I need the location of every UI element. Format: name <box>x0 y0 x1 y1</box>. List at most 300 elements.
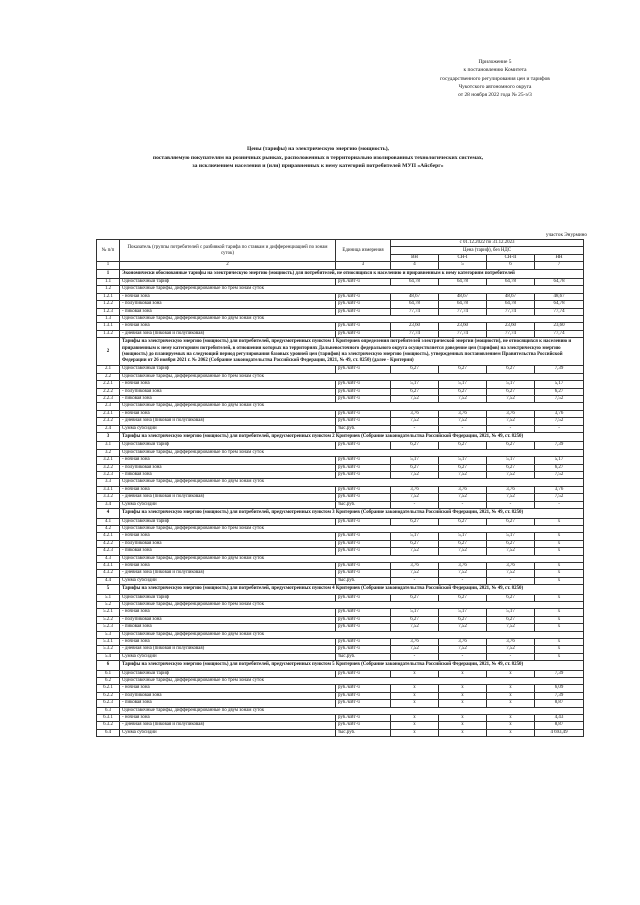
tariff-value: x <box>487 670 535 677</box>
row-unit: руб./кВт·ч <box>336 533 391 540</box>
document-title <box>98 145 538 171</box>
tariff-value: 3,76 <box>535 410 584 417</box>
tariff-value: x <box>487 692 535 699</box>
row-number: 1.2.3 <box>97 308 120 315</box>
tariff-value: x <box>535 548 584 555</box>
row-number: 5 <box>97 585 120 594</box>
table-row <box>97 308 584 315</box>
tariff-value: 5,17 <box>439 457 487 464</box>
table-row <box>97 410 584 417</box>
tariff-value: 5,17 <box>439 381 487 388</box>
tariff-value: x <box>535 540 584 547</box>
table-row <box>97 678 584 685</box>
row-unit: руб./кВт·ч <box>336 609 391 616</box>
tariff-value: 7,52 <box>391 646 439 653</box>
row-unit: руб./кВт·ч <box>336 670 391 677</box>
tariff-value: 7,39 <box>535 670 584 677</box>
tariff-value: - <box>487 653 535 660</box>
row-description: - пиковая зона <box>120 472 336 479</box>
tariff-value: 6,27 <box>439 388 487 395</box>
tariff-value: 7,52 <box>391 624 439 631</box>
tariff-value: 64,78 <box>391 301 439 308</box>
table-row <box>97 464 584 471</box>
table-row <box>97 518 584 525</box>
appendix-line: от 28 ноября 2022 года № 25-э/3 <box>458 92 532 99</box>
tariff-value: - <box>487 501 535 508</box>
tariff-value: x <box>535 638 584 645</box>
row-number: 5.2.2 <box>97 616 120 623</box>
row-number: 3.2.3 <box>97 472 120 479</box>
row-number: 5.3.2 <box>97 646 120 653</box>
tariff-value: 3,76 <box>487 638 535 645</box>
tariff-value: 3,76 <box>391 486 439 493</box>
column-index: 3 <box>336 262 391 269</box>
tariff-value: x <box>535 577 584 584</box>
tariff-value: 64,78 <box>535 301 584 308</box>
row-description: - дневная зона (пиковая и полупиковая) <box>120 418 336 425</box>
table-row <box>97 425 584 432</box>
title-line: Цены (тарифы) на электрическую энергию (мощность), <box>247 146 389 152</box>
row-description: - пиковая зона <box>120 700 336 707</box>
tariff-value: 7,52 <box>487 472 535 479</box>
tariff-value: 3,76 <box>439 562 487 569</box>
tariff-value: 3,76 <box>439 410 487 417</box>
row-description: Одноставочный тариф <box>120 366 336 373</box>
row-number: 3.2.2 <box>97 464 120 471</box>
row-number: 1 <box>97 269 120 278</box>
table-row <box>97 609 584 616</box>
tariff-value: 77,74 <box>439 330 487 337</box>
section-description: Тарифы на электрическую энергию (мощность) для потребителей, предусмотренных пунктом 1 Критериев определения потребителей электрической энергии (мощности), не относящихся к населению и приравненным к нему категориям потребителей, в отношении которых на территориях Дальневосточного федерального округа осуществляется доведение цен (тарифов) на электрическую энергию (мощность) до планируемых на следующий период регулирования базовых уровней цен (тарифов) на электрическую энергию (мощность), утвержденных постановлением Правительства Российской Федерации от 26 ноября 2021 г. № 2062 (Собрание законодательства Российской Федерации, 2021, № 49, ст. 8250) (далее - Критерии) <box>120 338 584 366</box>
tariff-value: x <box>487 700 535 707</box>
tariff-value: 7,52 <box>535 396 584 403</box>
table-row <box>97 366 584 373</box>
column-index: 7 <box>535 262 584 269</box>
tariff-value: 77,74 <box>391 330 439 337</box>
tariff-value: 64,78 <box>487 301 535 308</box>
subgroup-description: Одноставочные тарифы, дифференцированные по двум зонам суток <box>120 631 584 638</box>
row-number: 6.2.1 <box>97 685 120 692</box>
row-unit: руб./кВт·ч <box>336 540 391 547</box>
table-row <box>97 525 584 532</box>
table-row <box>97 707 584 714</box>
row-unit: руб./кВт·ч <box>336 486 391 493</box>
tariff-value: 64,78 <box>487 278 535 285</box>
row-unit: руб./кВт·ч <box>336 381 391 388</box>
row-unit: руб./кВт·ч <box>336 624 391 631</box>
row-number: 6.3 <box>97 707 120 714</box>
tariff-value: - <box>391 577 439 584</box>
column-index: 6 <box>487 262 535 269</box>
table-row <box>97 403 584 410</box>
table-row <box>97 570 584 577</box>
row-number: 1.2 <box>97 286 120 293</box>
table-row <box>97 293 584 300</box>
tariff-value: 8,87 <box>535 722 584 729</box>
table-row <box>97 442 584 449</box>
tariff-value: x <box>535 624 584 631</box>
tariff-value: 6,27 <box>439 540 487 547</box>
row-unit: руб./кВт·ч <box>336 308 391 315</box>
tariff-value: 6,27 <box>391 464 439 471</box>
table-row <box>97 286 584 293</box>
table-row <box>97 722 584 729</box>
tariff-value: 7,52 <box>439 624 487 631</box>
tariff-value: 48,67 <box>535 293 584 300</box>
row-description: - ночная зона <box>120 381 336 388</box>
row-number: 6.3.1 <box>97 715 120 722</box>
table-row <box>97 472 584 479</box>
row-unit: тыс.руб. <box>336 501 391 508</box>
row-unit: руб./кВт·ч <box>336 457 391 464</box>
row-number: 1.2.1 <box>97 293 120 300</box>
tariff-value: 7,52 <box>391 418 439 425</box>
tariff-value: x <box>439 692 487 699</box>
table-row <box>97 601 584 608</box>
row-description: - полупиковая зона <box>120 540 336 547</box>
row-unit: руб./кВт·ч <box>336 366 391 373</box>
subgroup-description: Одноставочные тарифы, дифференцированные по трем зонам суток <box>120 373 584 380</box>
tariff-value: - <box>439 653 487 660</box>
tariff-value: 3,76 <box>391 410 439 417</box>
row-number: 2 <box>97 338 120 366</box>
tariff-value: 7,39 <box>535 366 584 373</box>
subgroup-description: Одноставочные тарифы, дифференцированные по двум зонам суток <box>120 316 584 323</box>
row-unit: руб./кВт·ч <box>336 722 391 729</box>
tariff-value: 6,27 <box>487 388 535 395</box>
row-number: 5.1 <box>97 594 120 601</box>
tariff-value: 6,27 <box>439 442 487 449</box>
tariff-value: 23,60 <box>487 323 535 330</box>
tariff-value: x <box>535 562 584 569</box>
row-description: Одноставочный тариф <box>120 278 336 285</box>
row-description: - дневная зона (пиковая и полупиковая) <box>120 570 336 577</box>
tariff-value: 7,52 <box>391 548 439 555</box>
tariff-value: 7,52 <box>535 472 584 479</box>
table-row <box>97 381 584 388</box>
tariff-value: 7,52 <box>535 494 584 501</box>
subgroup-description: Одноставочные тарифы, дифференцированные по трем зонам суток <box>120 678 584 685</box>
row-description: - ночная зона <box>120 609 336 616</box>
tariff-value: 7,52 <box>439 418 487 425</box>
tariff-value: 48,67 <box>487 293 535 300</box>
row-description: - дневная зона (пиковая и полупиковая) <box>120 494 336 501</box>
row-unit: руб./кВт·ч <box>336 293 391 300</box>
tariff-value: 77,74 <box>439 308 487 315</box>
row-number: 2.2.2 <box>97 388 120 395</box>
tariff-value: 5,17 <box>487 609 535 616</box>
table-row <box>97 555 584 562</box>
table-row <box>97 330 584 337</box>
tariff-value: 7,52 <box>535 418 584 425</box>
tariff-value: 7,52 <box>487 494 535 501</box>
row-description: - ночная зона <box>120 457 336 464</box>
table-row <box>97 700 584 707</box>
appendix-block <box>400 58 590 99</box>
table-row <box>97 638 584 645</box>
table-row <box>97 316 584 323</box>
tariff-value: x <box>487 685 535 692</box>
row-number: 4.4 <box>97 577 120 584</box>
row-unit: руб./кВт·ч <box>336 616 391 623</box>
row-number: 2.4 <box>97 425 120 432</box>
table-row <box>97 449 584 456</box>
table-row <box>97 685 584 692</box>
table-row <box>97 616 584 623</box>
table-header-row <box>97 240 584 247</box>
tariff-value: - <box>391 501 439 508</box>
tariff-value: 6,27 <box>487 616 535 623</box>
tariff-value: 64,78 <box>535 278 584 285</box>
tariff-value: x <box>535 533 584 540</box>
row-description: Сумма субсидий <box>120 653 336 660</box>
row-unit: руб./кВт·ч <box>336 418 391 425</box>
tariff-value: 64,78 <box>439 278 487 285</box>
row-unit: руб./кВт·ч <box>336 548 391 555</box>
tariff-value: x <box>391 670 439 677</box>
row-number: 2.2.3 <box>97 396 120 403</box>
tariff-value: 7,52 <box>487 548 535 555</box>
section-row <box>97 661 584 670</box>
tariff-value: 6,27 <box>487 594 535 601</box>
table-row <box>97 479 584 486</box>
tariff-value: 4 693,49 <box>535 729 584 736</box>
tariff-value: - <box>439 501 487 508</box>
tariff-value: x <box>439 700 487 707</box>
title-line: поставляемую покупателям на розничных рынках, расположенных в территориально изолированных технологических системах, <box>152 154 484 161</box>
row-number: 5.2.3 <box>97 624 120 631</box>
tariff-value: 6,27 <box>487 540 535 547</box>
subgroup-description: Одноставочные тарифы, дифференцированные по двум зонам суток <box>120 555 584 562</box>
header-level-sn1: СН-I <box>439 254 487 261</box>
header-period: с 01.12.2022 по 31.12.2023 <box>391 240 584 247</box>
tariff-value: 7,52 <box>487 624 535 631</box>
table-row <box>97 278 584 285</box>
tariff-value: 6,27 <box>439 464 487 471</box>
tariff-value: x <box>391 700 439 707</box>
tariff-value: - <box>487 425 535 432</box>
tariff-value: x <box>487 722 535 729</box>
header-level-vn: ВН <box>391 254 439 261</box>
section-description: Тарифы на электрическую энергию (мощность) для потребителей, предусмотренных пунктом 2 Критериев (Собрание законодательства Российской Федерации, 2021, № 49, ст. 8250) <box>120 433 584 442</box>
row-number: 5.4 <box>97 653 120 660</box>
tariff-value: - <box>535 425 584 432</box>
tariff-value: - <box>535 501 584 508</box>
section-description: Тарифы на электрическую энергию (мощность) для потребителей, предусмотренных пунктом 3 Критериев (Собрание законодательства Российской Федерации, 2021, № 49, ст. 8250) <box>120 509 584 518</box>
tariff-value: x <box>535 594 584 601</box>
tariff-value: 5,17 <box>391 457 439 464</box>
row-number: 4.2.3 <box>97 548 120 555</box>
tariff-value: 7,39 <box>535 692 584 699</box>
row-unit: руб./кВт·ч <box>336 562 391 569</box>
row-number: 1.3 <box>97 316 120 323</box>
header-level-nn: НН <box>535 254 584 261</box>
row-unit: руб./кВт·ч <box>336 715 391 722</box>
tariff-value: 3,76 <box>487 562 535 569</box>
subgroup-description: Одноставочные тарифы, дифференцированные по трем зонам суток <box>120 286 584 293</box>
row-number: 5.3 <box>97 631 120 638</box>
tariff-value: 77,74 <box>391 308 439 315</box>
row-number: 1.3.1 <box>97 323 120 330</box>
tariff-value: 77,74 <box>487 308 535 315</box>
row-description: - ночная зона <box>120 410 336 417</box>
table-row <box>97 653 584 660</box>
tariff-value: x <box>439 722 487 729</box>
row-description: - ночная зона <box>120 323 336 330</box>
row-description: - ночная зона <box>120 562 336 569</box>
table-row <box>97 577 584 584</box>
row-number: 2.3 <box>97 403 120 410</box>
table-row <box>97 533 584 540</box>
title-line: за исключением населения и (или) приравненных к нему категорий потребителей МУП «Айсберг» <box>192 163 444 169</box>
tariff-value: 5,17 <box>391 381 439 388</box>
tariff-value: 7,52 <box>439 494 487 501</box>
row-number: 3.3.2 <box>97 494 120 501</box>
tariff-value: - <box>487 577 535 584</box>
tariff-value: x <box>535 616 584 623</box>
header-level-sn2: СН-II <box>487 254 535 261</box>
section-row <box>97 433 584 442</box>
row-description: - полупиковая зона <box>120 388 336 395</box>
tariff-value: 7,52 <box>439 646 487 653</box>
row-description: - ночная зона <box>120 293 336 300</box>
row-number: 4.1 <box>97 518 120 525</box>
tariff-value: x <box>535 518 584 525</box>
row-unit: руб./кВт·ч <box>336 442 391 449</box>
tariff-value: x <box>535 646 584 653</box>
tariff-value: 6,27 <box>487 518 535 525</box>
section-row <box>97 269 584 278</box>
tariff-value: 6,27 <box>487 366 535 373</box>
row-unit: тыс.руб. <box>336 729 391 736</box>
row-unit: руб./кВт·ч <box>336 692 391 699</box>
tariff-value: 23,60 <box>535 323 584 330</box>
row-number: 4.3 <box>97 555 120 562</box>
tariff-value: 48,67 <box>391 293 439 300</box>
site-note: участок Энурмино <box>545 232 587 238</box>
tariff-value: 6,27 <box>439 518 487 525</box>
tariff-value: 3,76 <box>487 486 535 493</box>
tariff-value: x <box>439 729 487 736</box>
tariff-value: 6,27 <box>439 366 487 373</box>
tariff-value: 7,52 <box>391 570 439 577</box>
table-row <box>97 729 584 736</box>
row-number: 4.2 <box>97 525 120 532</box>
row-number: 4 <box>97 509 120 518</box>
tariff-value: 7,52 <box>391 494 439 501</box>
row-description: Одноставочный тариф <box>120 594 336 601</box>
column-index: 2 <box>120 262 336 269</box>
tariff-value: x <box>535 653 584 660</box>
tariff-value: 3,76 <box>535 486 584 493</box>
tariff-value: 4,43 <box>535 715 584 722</box>
row-number: 2.2 <box>97 373 120 380</box>
row-number: 5.3.1 <box>97 638 120 645</box>
row-description: - дневная зона (пиковая и полупиковая) <box>120 330 336 337</box>
tariff-value: 8,87 <box>535 700 584 707</box>
tariff-value: 5,17 <box>439 609 487 616</box>
row-number: 4.3.1 <box>97 562 120 569</box>
row-number: 5.2 <box>97 601 120 608</box>
tariff-value: 6,27 <box>487 442 535 449</box>
row-number: 3.2 <box>97 449 120 456</box>
tariff-value: 3,76 <box>487 410 535 417</box>
tariff-value: x <box>391 685 439 692</box>
tariff-value: x <box>391 715 439 722</box>
row-unit: руб./кВт·ч <box>336 646 391 653</box>
row-number: 2.2.1 <box>97 381 120 388</box>
row-number: 3.3 <box>97 479 120 486</box>
row-number: 4.3.2 <box>97 570 120 577</box>
tariff-value: 3,76 <box>439 486 487 493</box>
table-row <box>97 624 584 631</box>
row-unit: руб./кВт·ч <box>336 278 391 285</box>
row-description: - пиковая зона <box>120 624 336 631</box>
tariff-value: 77,74 <box>535 308 584 315</box>
row-unit: руб./кВт·ч <box>336 301 391 308</box>
tariff-value: 6,27 <box>535 464 584 471</box>
tariff-value: - <box>391 425 439 432</box>
tariff-value: 77,74 <box>535 330 584 337</box>
tariff-value: 7,52 <box>439 472 487 479</box>
tariff-table <box>96 239 584 737</box>
tariff-value: 7,52 <box>487 646 535 653</box>
row-unit: руб./кВт·ч <box>336 594 391 601</box>
row-number: 2.1 <box>97 366 120 373</box>
section-row <box>97 509 584 518</box>
table-row <box>97 646 584 653</box>
tariff-value: 7,52 <box>391 396 439 403</box>
row-number: 1.1 <box>97 278 120 285</box>
column-index: 5 <box>439 262 487 269</box>
row-number: 3.2.1 <box>97 457 120 464</box>
tariff-value: - <box>391 653 439 660</box>
tariff-value: 5,17 <box>535 381 584 388</box>
row-unit: руб./кВт·ч <box>336 570 391 577</box>
tariff-value: 3,76 <box>391 562 439 569</box>
row-number: 6.2 <box>97 678 120 685</box>
row-number: 2.3.2 <box>97 418 120 425</box>
subgroup-description: Одноставочные тарифы, дифференцированные по двум зонам суток <box>120 707 584 714</box>
row-description: Одноставочный тариф <box>120 442 336 449</box>
section-row <box>97 338 584 366</box>
row-description: - полупиковая зона <box>120 692 336 699</box>
row-description: - ночная зона <box>120 486 336 493</box>
tariff-value: x <box>439 685 487 692</box>
row-unit: руб./кВт·ч <box>336 518 391 525</box>
table-row <box>97 457 584 464</box>
row-description: Сумма субсидий <box>120 729 336 736</box>
row-description: Сумма субсидий <box>120 577 336 584</box>
row-description: - полупиковая зона <box>120 464 336 471</box>
row-number: 6.3.2 <box>97 722 120 729</box>
row-description: Сумма субсидий <box>120 501 336 508</box>
tariff-value: 3,76 <box>439 638 487 645</box>
row-description: - полупиковая зона <box>120 616 336 623</box>
tariff-value: 5,17 <box>487 381 535 388</box>
tariff-value: 7,52 <box>439 396 487 403</box>
tariff-value: 6,27 <box>391 616 439 623</box>
subgroup-description: Одноставочные тарифы, дифференцированные по двум зонам суток <box>120 479 584 486</box>
table-row <box>97 323 584 330</box>
tariff-value: 64,78 <box>439 301 487 308</box>
tariff-value: 7,52 <box>487 570 535 577</box>
table-row <box>97 418 584 425</box>
column-index: 4 <box>391 262 439 269</box>
appendix-line: Приложение 5 <box>478 59 512 65</box>
tariff-value: 7,52 <box>439 548 487 555</box>
appendix-line: государственного регулирования цен и тарифов <box>440 75 550 82</box>
